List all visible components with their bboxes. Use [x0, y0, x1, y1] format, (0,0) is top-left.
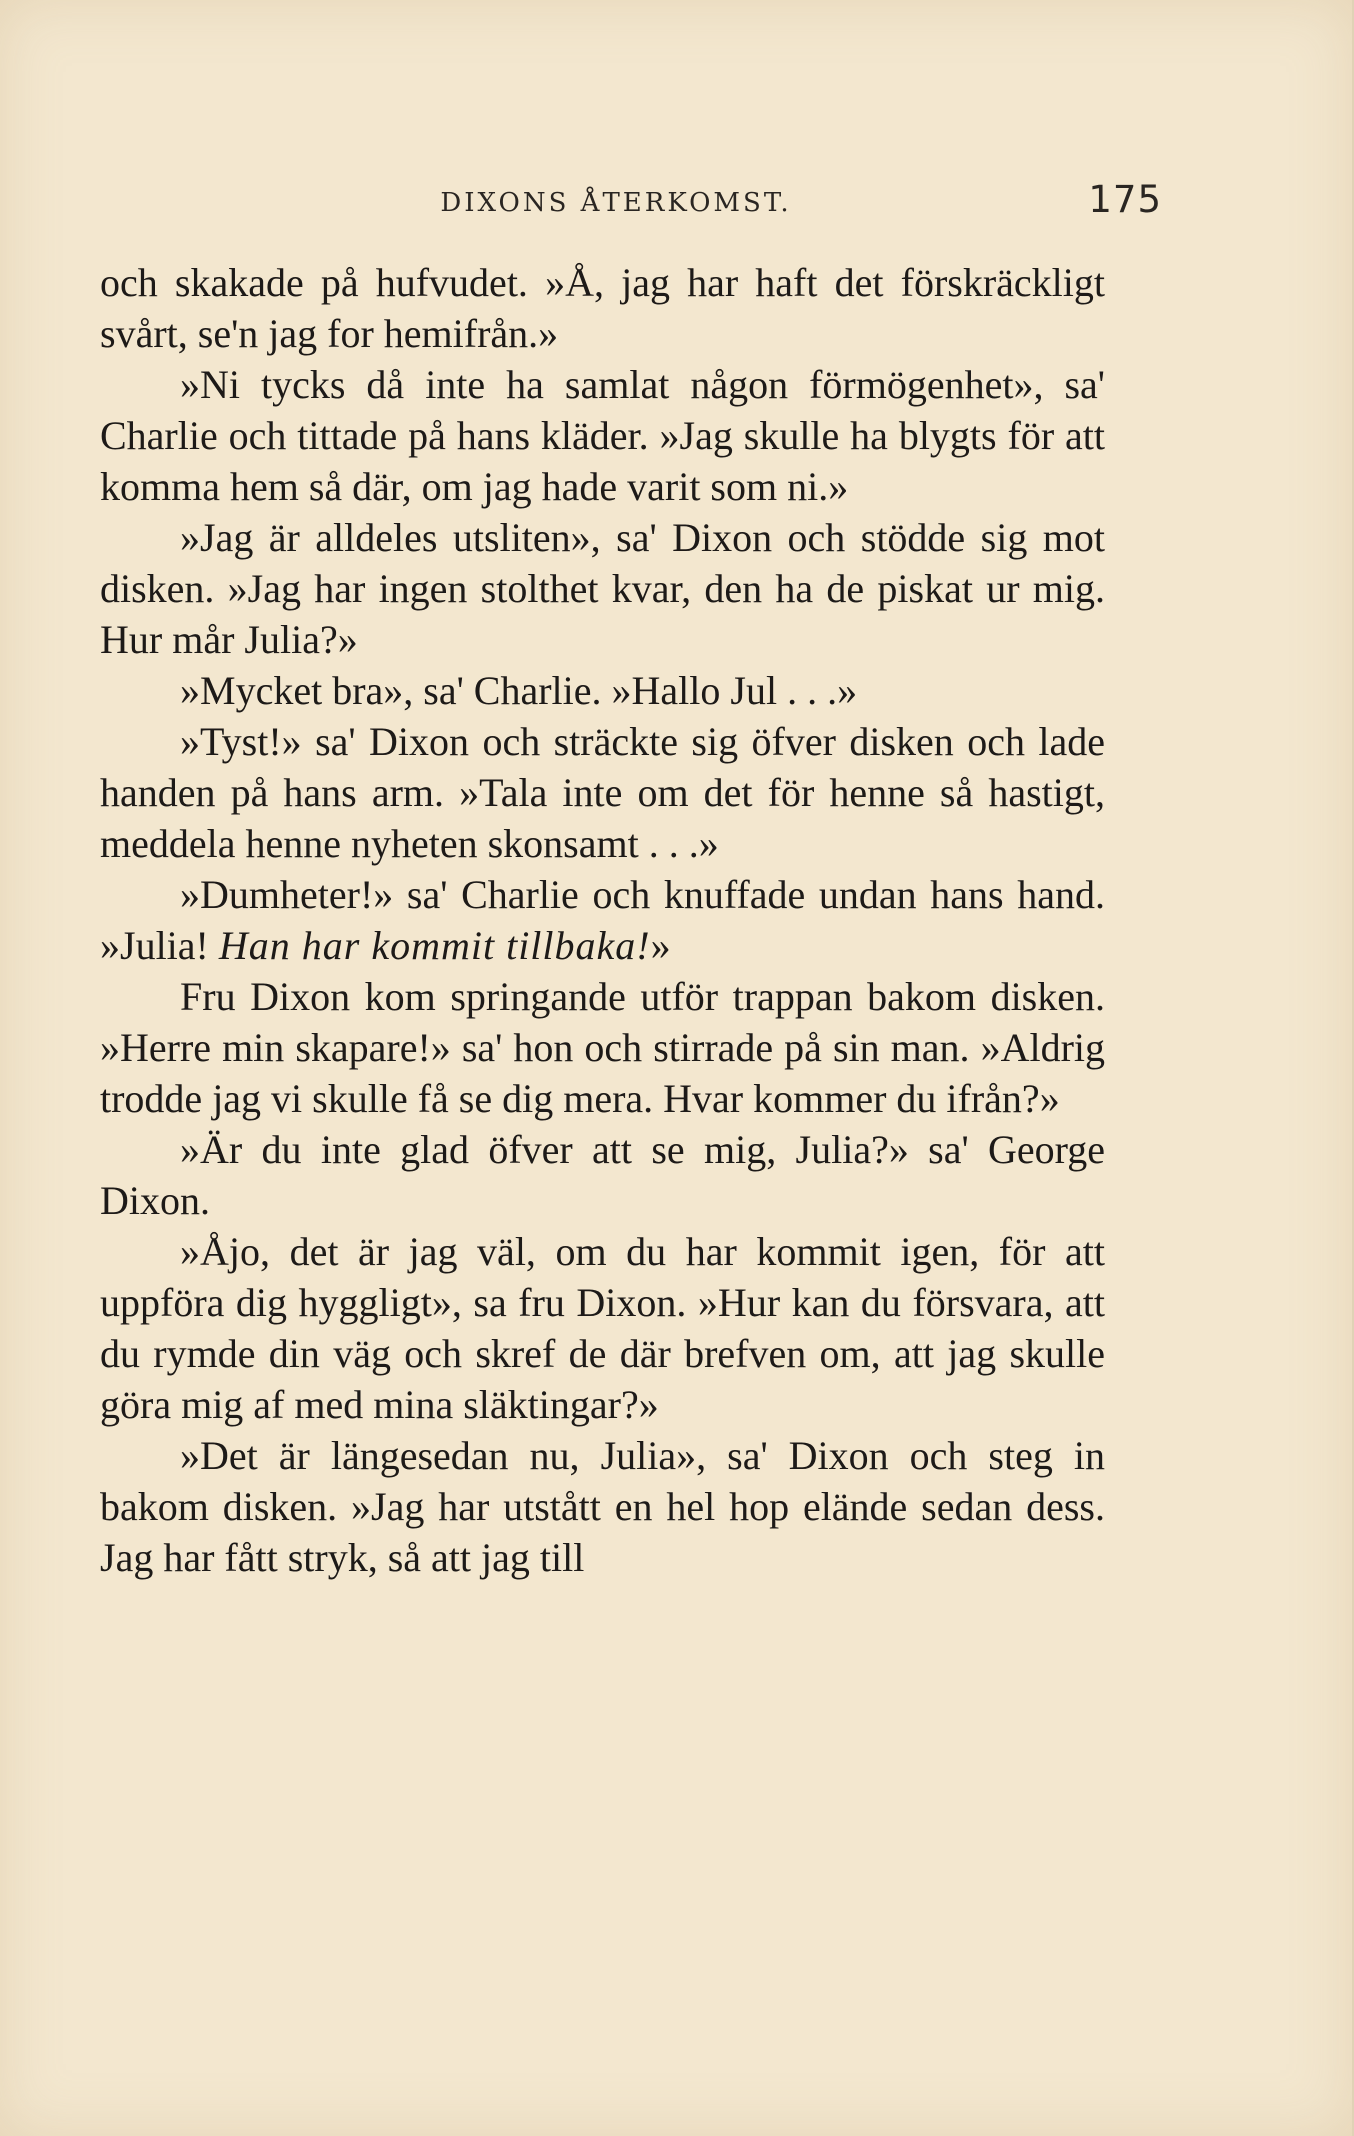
- page-header: [130, 178, 1162, 228]
- paragraph: Fru Dixon kom springande utför trappan bakom disken. »Herre min skapare!» sa' hon och stirrade på sin man. »Aldrig trodde jag vi skulle få se dig mera. Hvar kommer du ifrån?»: [100, 974, 1105, 1121]
- paragraph: »Mycket bra», sa' Charlie. »Hallo Jul . . .»: [180, 668, 858, 713]
- paragraph: »Det är längesedan nu, Julia», sa' Dixon och steg in bakom disken. »Jag har utstått en hel hop elände sedan dess. Jag har fått stryk, så att jag till: [100, 1433, 1105, 1580]
- paragraph-text: »Dumheter!» sa' Charlie och knuffade undan hans hand. »Julia!: [100, 872, 1105, 968]
- emphasized-text: Han har kommit tillbaka!: [218, 923, 651, 968]
- running-head: DIXONS ÅTERKOMST.: [440, 188, 792, 218]
- paragraph: »Åjo, det är jag väl, om du har kommit igen, för att uppföra dig hyggligt», sa fru Dixon. »Hur kan du försvara, att du rymde din väg och skref de där brefven om, att jag skulle göra mig af med mina släktingar?»: [100, 1229, 1105, 1427]
- paragraph: »Är du inte glad öfver att se mig, Julia?» sa' George Dixon.: [100, 1127, 1105, 1223]
- paragraph: »Jag är alldeles utsliten», sa' Dixon och stödde sig mot disken. »Jag har ingen stolthet kvar, den ha de piskat ur mig. Hur mår Julia?»: [100, 515, 1105, 662]
- body-text: [100, 257, 1105, 1583]
- paragraph: och skakade på hufvudet. »Å, jag har haft det förskräckligt svårt, se'n jag for hemifrån.»: [100, 260, 1105, 356]
- page-number: 175: [1088, 178, 1162, 221]
- paragraph-text: »: [650, 923, 671, 968]
- paragraph: [100, 869, 1105, 971]
- paragraph: »Tyst!» sa' Dixon och sträckte sig öfver disken och lade handen på hans arm. »Tala inte om det för henne så hastigt, meddela henne nyheten skonsamt . . .»: [100, 719, 1105, 866]
- paragraph: »Ni tycks då inte ha samlat någon förmögenhet», sa' Charlie och tittade på hans kläder. »Jag skulle ha blygts för att komma hem så där, om jag hade varit som ni.»: [100, 362, 1105, 509]
